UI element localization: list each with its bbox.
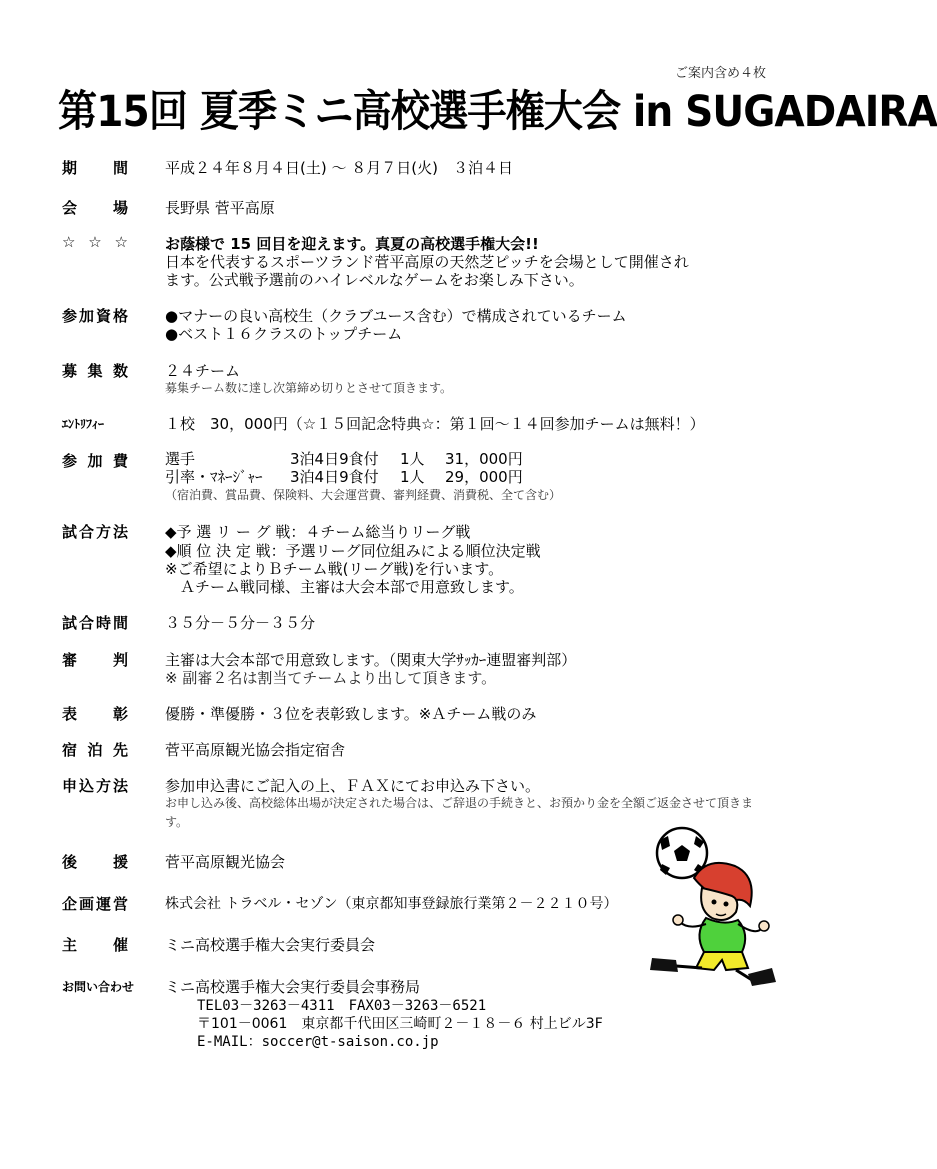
planning-value: 株式会社 トラベル・セゾン（東京都知事登録旅行業第２－２２１０号） — [165, 896, 618, 912]
contact-tel-fax: TEL03－3263－4311 FAX03－3263－6521 — [197, 998, 487, 1014]
lodging-label: 宿 泊 先 — [62, 741, 128, 759]
organizer-value: ミニ高校選手権大会実行委員会 — [165, 936, 376, 954]
application-value: 参加申込書にご記入の上、ＦＡＸにてお申込み下さい。 — [165, 777, 541, 795]
recruit-value: ２４チーム — [165, 362, 241, 380]
recruit-note: 募集チーム数に達し次第締め切りとさせて頂きます。 — [165, 381, 453, 395]
eligibility-label: 参加資格 — [62, 307, 128, 325]
contact-office: ミニ高校選手権大会実行委員会事務局 — [165, 978, 421, 996]
contact-address: 〒101－0061 東京都千代田区三崎町２－１８－６ 村上ビル3F — [197, 1016, 603, 1032]
intro-text-1: 日本を代表するスポーツランド菅平高原の天然芝ピッチを会場として開催され — [165, 253, 689, 271]
fee-row-staff — [165, 466, 523, 487]
eligibility-line-2: ●ベスト１６クラスのトップチーム — [165, 325, 403, 343]
intro-text-2: ます。公式戦予選前のハイレベルなゲームをお楽しみ下さい。 — [165, 271, 584, 289]
contact-email[interactable]: E-MAIL：soccer@t-saison.co.jp — [197, 1034, 439, 1050]
lodging-value: 菅平高原観光協会指定宿舎 — [165, 741, 346, 759]
eligibility-line-1: ●マナーの良い高校生（クラブユース含む）で構成されているチーム — [165, 307, 627, 325]
match-time-label: 試合時間 — [62, 614, 128, 632]
intro-headline: お蔭様で 15 回目を迎えます。真夏の高校選手権大会!! — [165, 235, 539, 253]
intro-label: ☆ ☆ ☆ — [62, 233, 128, 251]
organizer-label: 主 催 — [62, 936, 128, 954]
fee-unit: 1人 — [400, 468, 425, 486]
planning-label: 企画運営 — [62, 895, 128, 913]
application-note: お申し込み後、高校総体出場が決定された場合は、ご辞退の手続きと、お預かり金を全額ご返金させて頂きます。 — [165, 796, 754, 829]
awards-label: 表 彰 — [62, 705, 128, 723]
match-format-label: 試合方法 — [62, 523, 128, 541]
venue-value: 長野県 菅平高原 — [165, 199, 275, 217]
page-note: ご案内含め４枚 — [674, 66, 766, 81]
match-format-line-1: ◆予 選 リ ー グ 戦：４チーム総当りリーグ戦 — [165, 523, 471, 541]
contact-label: お問い合わせ — [62, 980, 135, 994]
venue-label: 会 場 — [62, 199, 128, 217]
fee-price: 29，000円 — [445, 468, 523, 486]
fee-plan: 3泊4日9食付 — [290, 468, 379, 486]
awards-value: 優勝・準優勝・３位を表彰致します。※Ａチーム戦のみ — [165, 705, 537, 723]
application-label: 申込方法 — [62, 777, 128, 795]
fee-plan: 3泊4日9食付 — [290, 450, 379, 468]
support-label: 後 援 — [62, 853, 128, 871]
match-format-line-4: Ａチーム戦同様、主審は大会本部で用意致します。 — [180, 578, 524, 596]
fee-price: 31，000円 — [445, 450, 523, 468]
support-value: 菅平高原観光協会 — [165, 853, 286, 871]
period-value: 平成２４年８月４日(土) ～ ８月７日(火) ３泊４日 — [165, 159, 513, 177]
match-format-line-3: ※ご希望によりＢチーム戦(リーグ戦)を行います。 — [165, 560, 504, 578]
fee-who: 引率・ﾏﾈｰｼﾞｬｰ — [165, 468, 263, 486]
period-label: 期 間 — [62, 159, 128, 177]
entry-fee-label: ｴﾝﾄﾘﾌｨｰ — [62, 417, 105, 431]
fee-who: 選手 — [165, 450, 196, 468]
participation-fee-label: 参 加 費 — [62, 452, 128, 470]
referee-value: 主審は大会本部で用意致します。（関東大学ｻｯｶｰ連盟審判部） — [165, 651, 577, 669]
referee-note: ※ 副審２名は割当てチームより出して頂きます。 — [165, 669, 497, 687]
soccer-mascot-illustration — [632, 818, 782, 993]
referee-label: 審 判 — [62, 651, 128, 669]
recruit-label: 募 集 数 — [62, 362, 128, 380]
participation-fee-note: （宿泊費、賞品費、保険料、大会運営費、審判経費、消費税、全て含む） — [165, 488, 562, 502]
entry-fee-value: １校 30，000円（☆１５回記念特典☆：第１回～１４回参加チームは無料！） — [165, 415, 705, 433]
fee-unit: 1人 — [400, 450, 425, 468]
page-title: 第15回 夏季ミニ高校選手権大会 in SUGADAIRA — [58, 87, 937, 137]
match-time-value: ３５分－５分－３５分 — [165, 614, 316, 632]
match-format-line-2: ◆順 位 決 定 戦：予選リーグ同位組みによる順位決定戦 — [165, 542, 541, 560]
